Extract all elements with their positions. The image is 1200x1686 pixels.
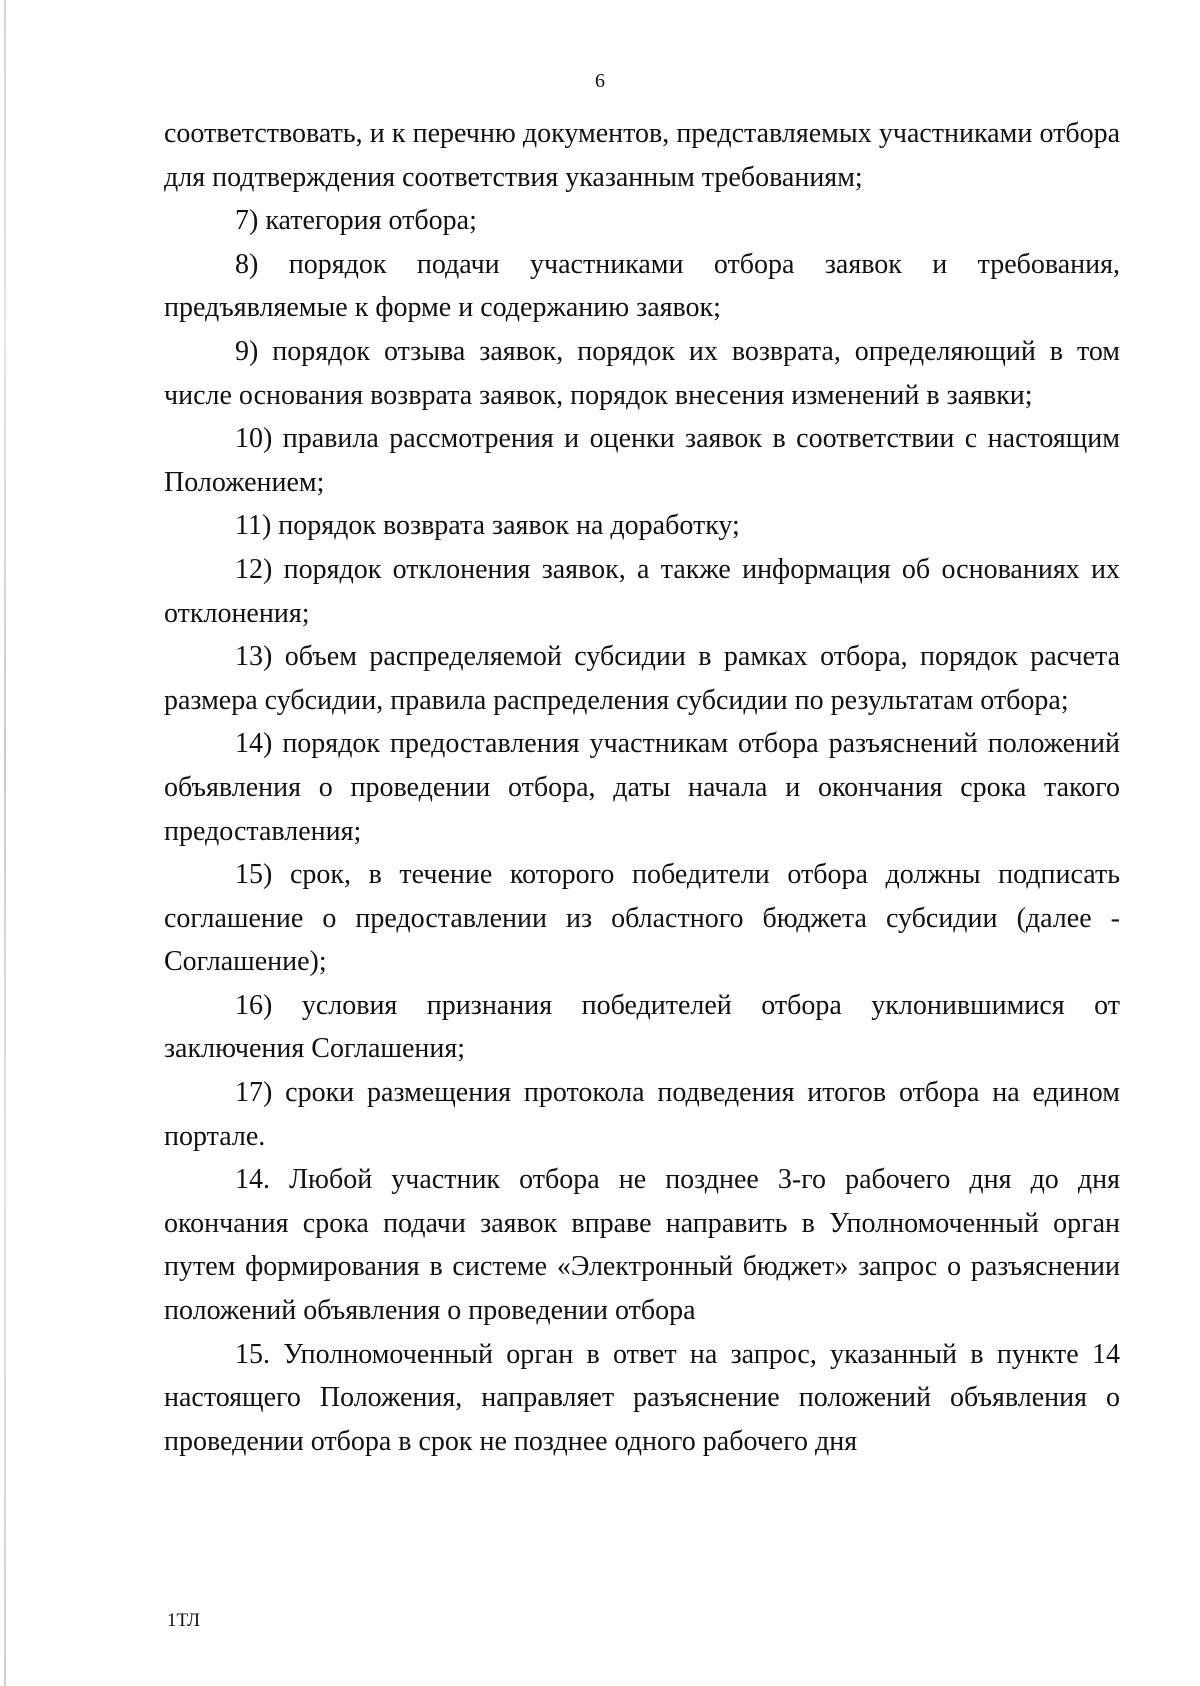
list-item-7: 7) категория отбора; xyxy=(235,205,477,237)
list-item-8: 8) порядок подачи участниками отбора заявок и требования, предъявляемые к форме и содержанию заявок; xyxy=(164,248,1120,324)
list-item-12: 12) порядок отклонения заявок, а также информация об основаниях их отклонения; xyxy=(164,553,1120,629)
clause-15: 15. Уполномоченный орган в ответ на запрос, указанный в пункте 14 настоящего Положения, направляет разъяснение положений объявления о проведении отбора в срок не позднее одного рабочего дня xyxy=(164,1338,1120,1457)
page-number: 6 xyxy=(595,70,605,92)
list-item-9: 9) порядок отзыва заявок, порядок их возврата, определяющий в том числе основания возврата заявок, порядок внесения изменений в заявки; xyxy=(164,335,1120,411)
list-item-16: 16) условия признания победителей отбора уклонившимися от заключения Соглашения; xyxy=(164,989,1120,1065)
scan-edge-artifact xyxy=(4,0,6,1686)
list-item-13: 13) объем распределяемой субсидии в рамках отбора, порядок расчета размера субсидии, правила распределения субсидии по результатам отбора; xyxy=(164,641,1120,716)
document-body xyxy=(164,112,1120,1463)
list-item-10: 10) правила рассмотрения и оценки заявок в соответствии с настоящим Положением; xyxy=(164,423,1120,498)
footer-code: 1ТЛ xyxy=(167,1610,201,1631)
list-item-15: 15) срок, в течение которого победители отбора должны подписать соглашение о предоставлении из областного бюджета субсидии (далее - Соглашение); xyxy=(164,859,1120,978)
list-item-17: 17) сроки размещения протокола подведения итогов отбора на едином портале. xyxy=(164,1077,1120,1152)
list-item-14: 14) порядок предоставления участникам отбора разъяснений положений объявления о проведении отбора, даты начала и окончания срока такого предоставления; xyxy=(164,728,1120,847)
paragraph-continuation: соответствовать, и к перечню документов, представляемых участниками отбора для подтверждения соответствия указанным требованиям; xyxy=(164,118,1120,193)
clause-14: 14. Любой участник отбора не позднее 3-го рабочего дня до дня окончания срока подачи заявок вправе направить в Уполномоченный орган путем формирования в системе «Электронный бюджет» запрос о разъяснении положений объявления о проведении отбора xyxy=(164,1164,1120,1327)
list-item-11: 11) порядок возврата заявок на доработку; xyxy=(235,510,740,542)
